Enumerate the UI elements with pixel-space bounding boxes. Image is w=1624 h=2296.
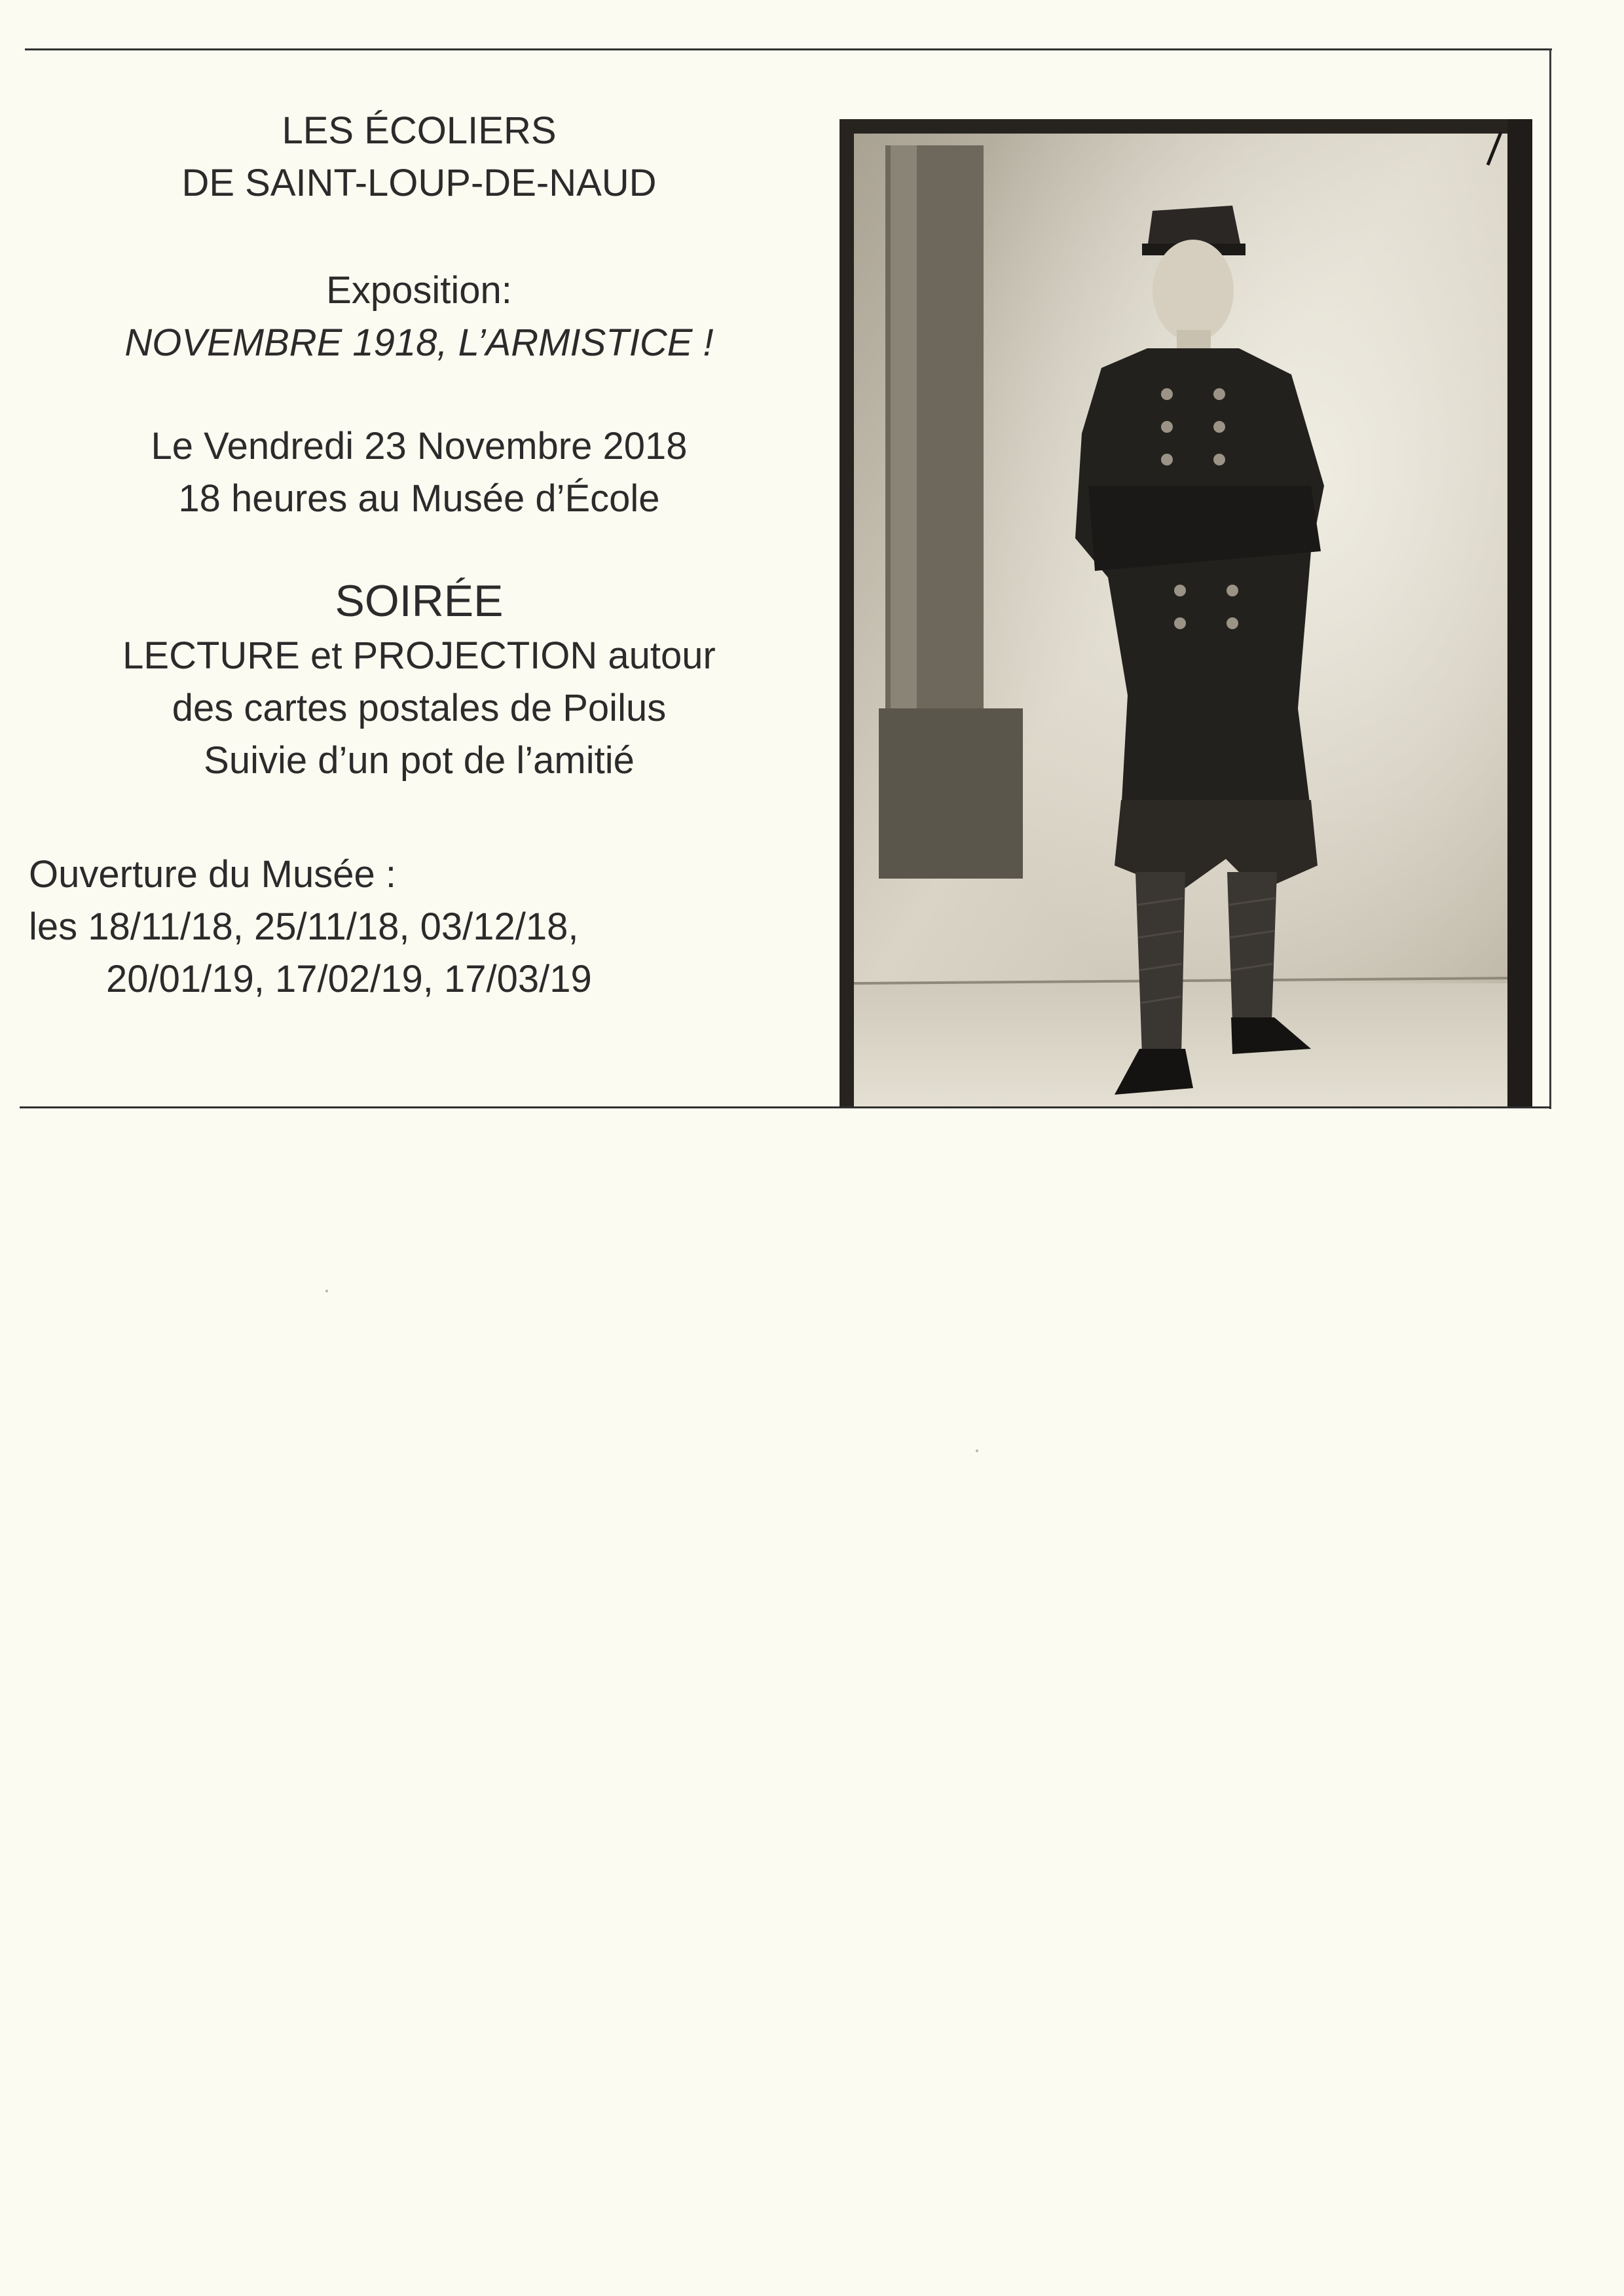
event-time-place: 18 heures au Musée d’École [178, 477, 660, 520]
opening-block [29, 848, 815, 1006]
paper-speck [976, 1449, 978, 1452]
bottom-border-rule [20, 1106, 1551, 1108]
soldier-portrait-illustration [840, 119, 1532, 1106]
paper-speck [325, 1290, 328, 1292]
opening-label: Ouverture du Musée : [29, 853, 396, 896]
right-border-rule [1549, 48, 1551, 1109]
soiree-line-2: des cartes postales de Poilus [172, 687, 667, 729]
event-date: Le Vendredi 23 Novembre 2018 [151, 425, 688, 467]
organizer-line-1: LES ÉCOLIERS [282, 109, 557, 152]
exposition-title: NOVEMBRE 1918, L’ARMISTICE ! [124, 321, 714, 364]
soldier-portrait-photo [840, 119, 1532, 1106]
top-border-rule [25, 48, 1552, 50]
soiree-line-1: LECTURE et PROJECTION autour [122, 634, 716, 677]
organizer-line-2: DE SAINT-LOUP-DE-NAUD [181, 162, 657, 204]
soiree-heading: SOIRÉE [335, 576, 504, 626]
exposition-label: Exposition: [326, 269, 512, 312]
opening-dates-2: 20/01/19, 17/02/19, 17/03/19 [106, 958, 592, 1000]
flyer-text-column [26, 105, 812, 787]
opening-dates-1: les 18/11/18, 25/11/18, 03/12/18, [29, 905, 579, 948]
soiree-line-3: Suivie d’un pot de l’amitié [204, 739, 635, 782]
